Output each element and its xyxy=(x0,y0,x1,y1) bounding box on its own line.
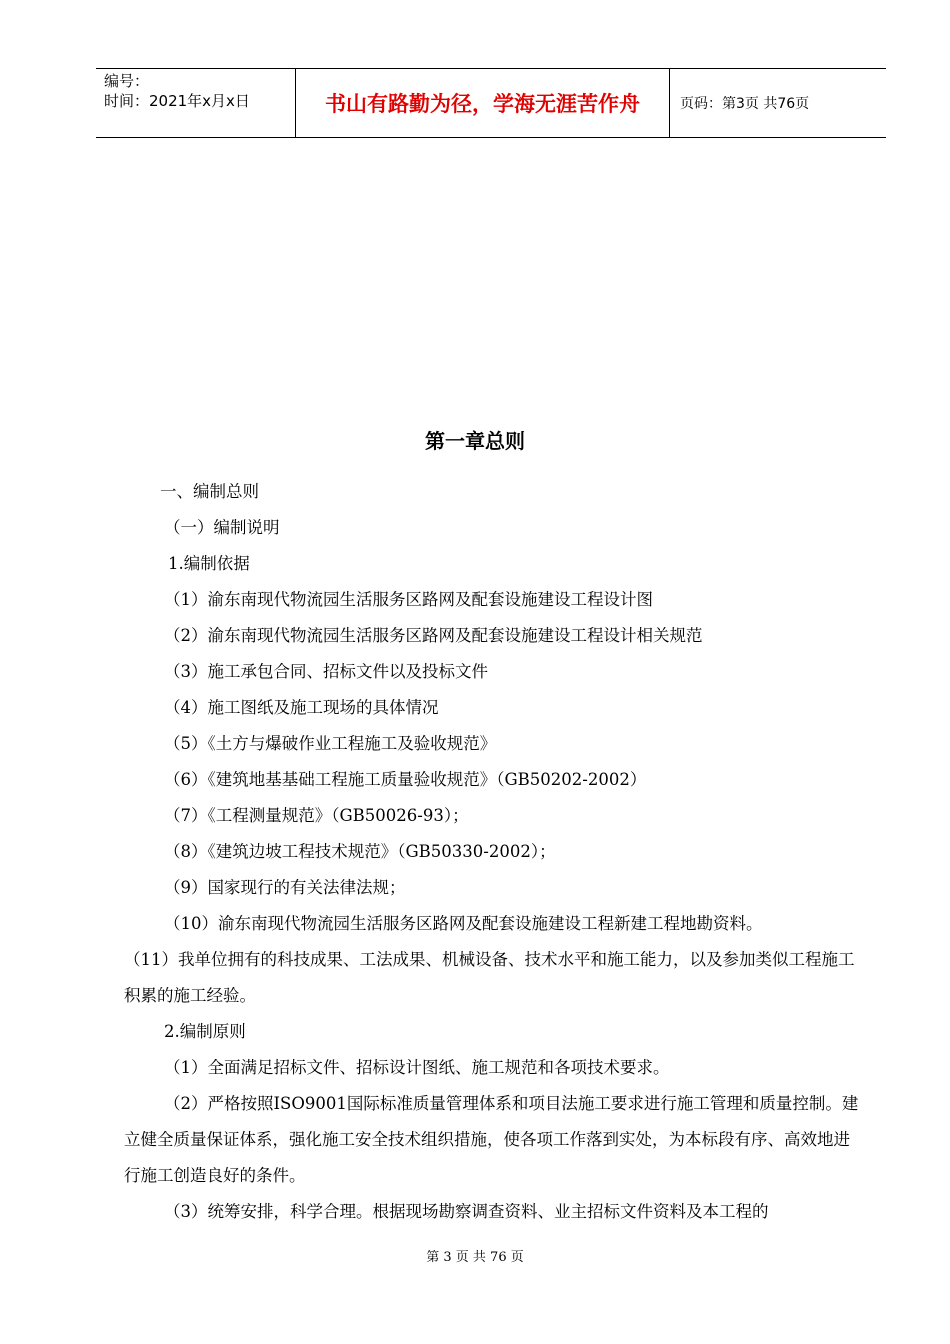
list-item: （1）渝东南现代物流园生活服务区路网及配套设施建设工程设计图 xyxy=(164,590,653,609)
document-body xyxy=(124,474,864,1230)
document-header xyxy=(96,68,886,138)
number-label: 编号： xyxy=(104,72,150,90)
list-item: （4）施工图纸及施工现场的具体情况 xyxy=(164,698,439,717)
list-item: （3）统筹安排，科学合理。根据现场勘察调查资料、业主招标文件资料及本工程的 xyxy=(164,1202,769,1221)
list-item: （5）《土方与爆破作业工程施工及验收规范》 xyxy=(164,734,497,753)
section-heading: 一、编制总则 xyxy=(160,482,259,501)
header-slogan: 书山有路勤为径，学海无涯苦作舟 xyxy=(296,69,670,137)
list-item: （9）国家现行的有关法律法规； xyxy=(164,878,406,897)
page-footer: 第 3 页 共 76 页 xyxy=(426,1250,524,1265)
chapter-title: 第一章总则 xyxy=(425,429,525,453)
header-page-info: 页码：第3页 共76页 xyxy=(680,96,810,112)
list-item: （10）渝东南现代物流园生活服务区路网及配套设施建设工程新建工程地勘资料。 xyxy=(164,914,763,933)
item-heading: 1.编制依据 xyxy=(168,554,250,573)
list-item: （2）严格按照ISO9001国际标准质量管理体系和项目法施工要求进行施工管理和质量控制。建立健全质量保证体系，强化施工安全技术组织措施，使各项工作落到实处，为本标段有序、高效地进行施工创造良好的条件。 xyxy=(124,1094,859,1185)
list-item: （7）《工程测量规范》（GB50026-93）； xyxy=(164,806,469,825)
list-item: （8）《建筑边坡工程技术规范》（GB50330-2002）； xyxy=(164,842,556,861)
list-item: （3）施工承包合同、招标文件以及投标文件 xyxy=(164,662,488,681)
list-item: （1）全面满足招标文件、招标设计图纸、施工规范和各项技术要求。 xyxy=(164,1058,670,1077)
list-item: （6）《建筑地基基础工程施工质量验收规范》（GB50202-2002） xyxy=(164,770,647,789)
list-item: （11）我单位拥有的科技成果、工法成果、机械设备、技术水平和施工能力，以及参加类似工程施工积累的施工经验。 xyxy=(124,950,855,1005)
subsection-heading: （一）编制说明 xyxy=(164,518,280,537)
time-label: 时间：2021年x月x日 xyxy=(104,92,250,110)
header-meta xyxy=(96,69,296,137)
item-heading: 2.编制原则 xyxy=(164,1022,246,1041)
list-item: （2）渝东南现代物流园生活服务区路网及配套设施建设工程设计相关规范 xyxy=(164,626,703,645)
